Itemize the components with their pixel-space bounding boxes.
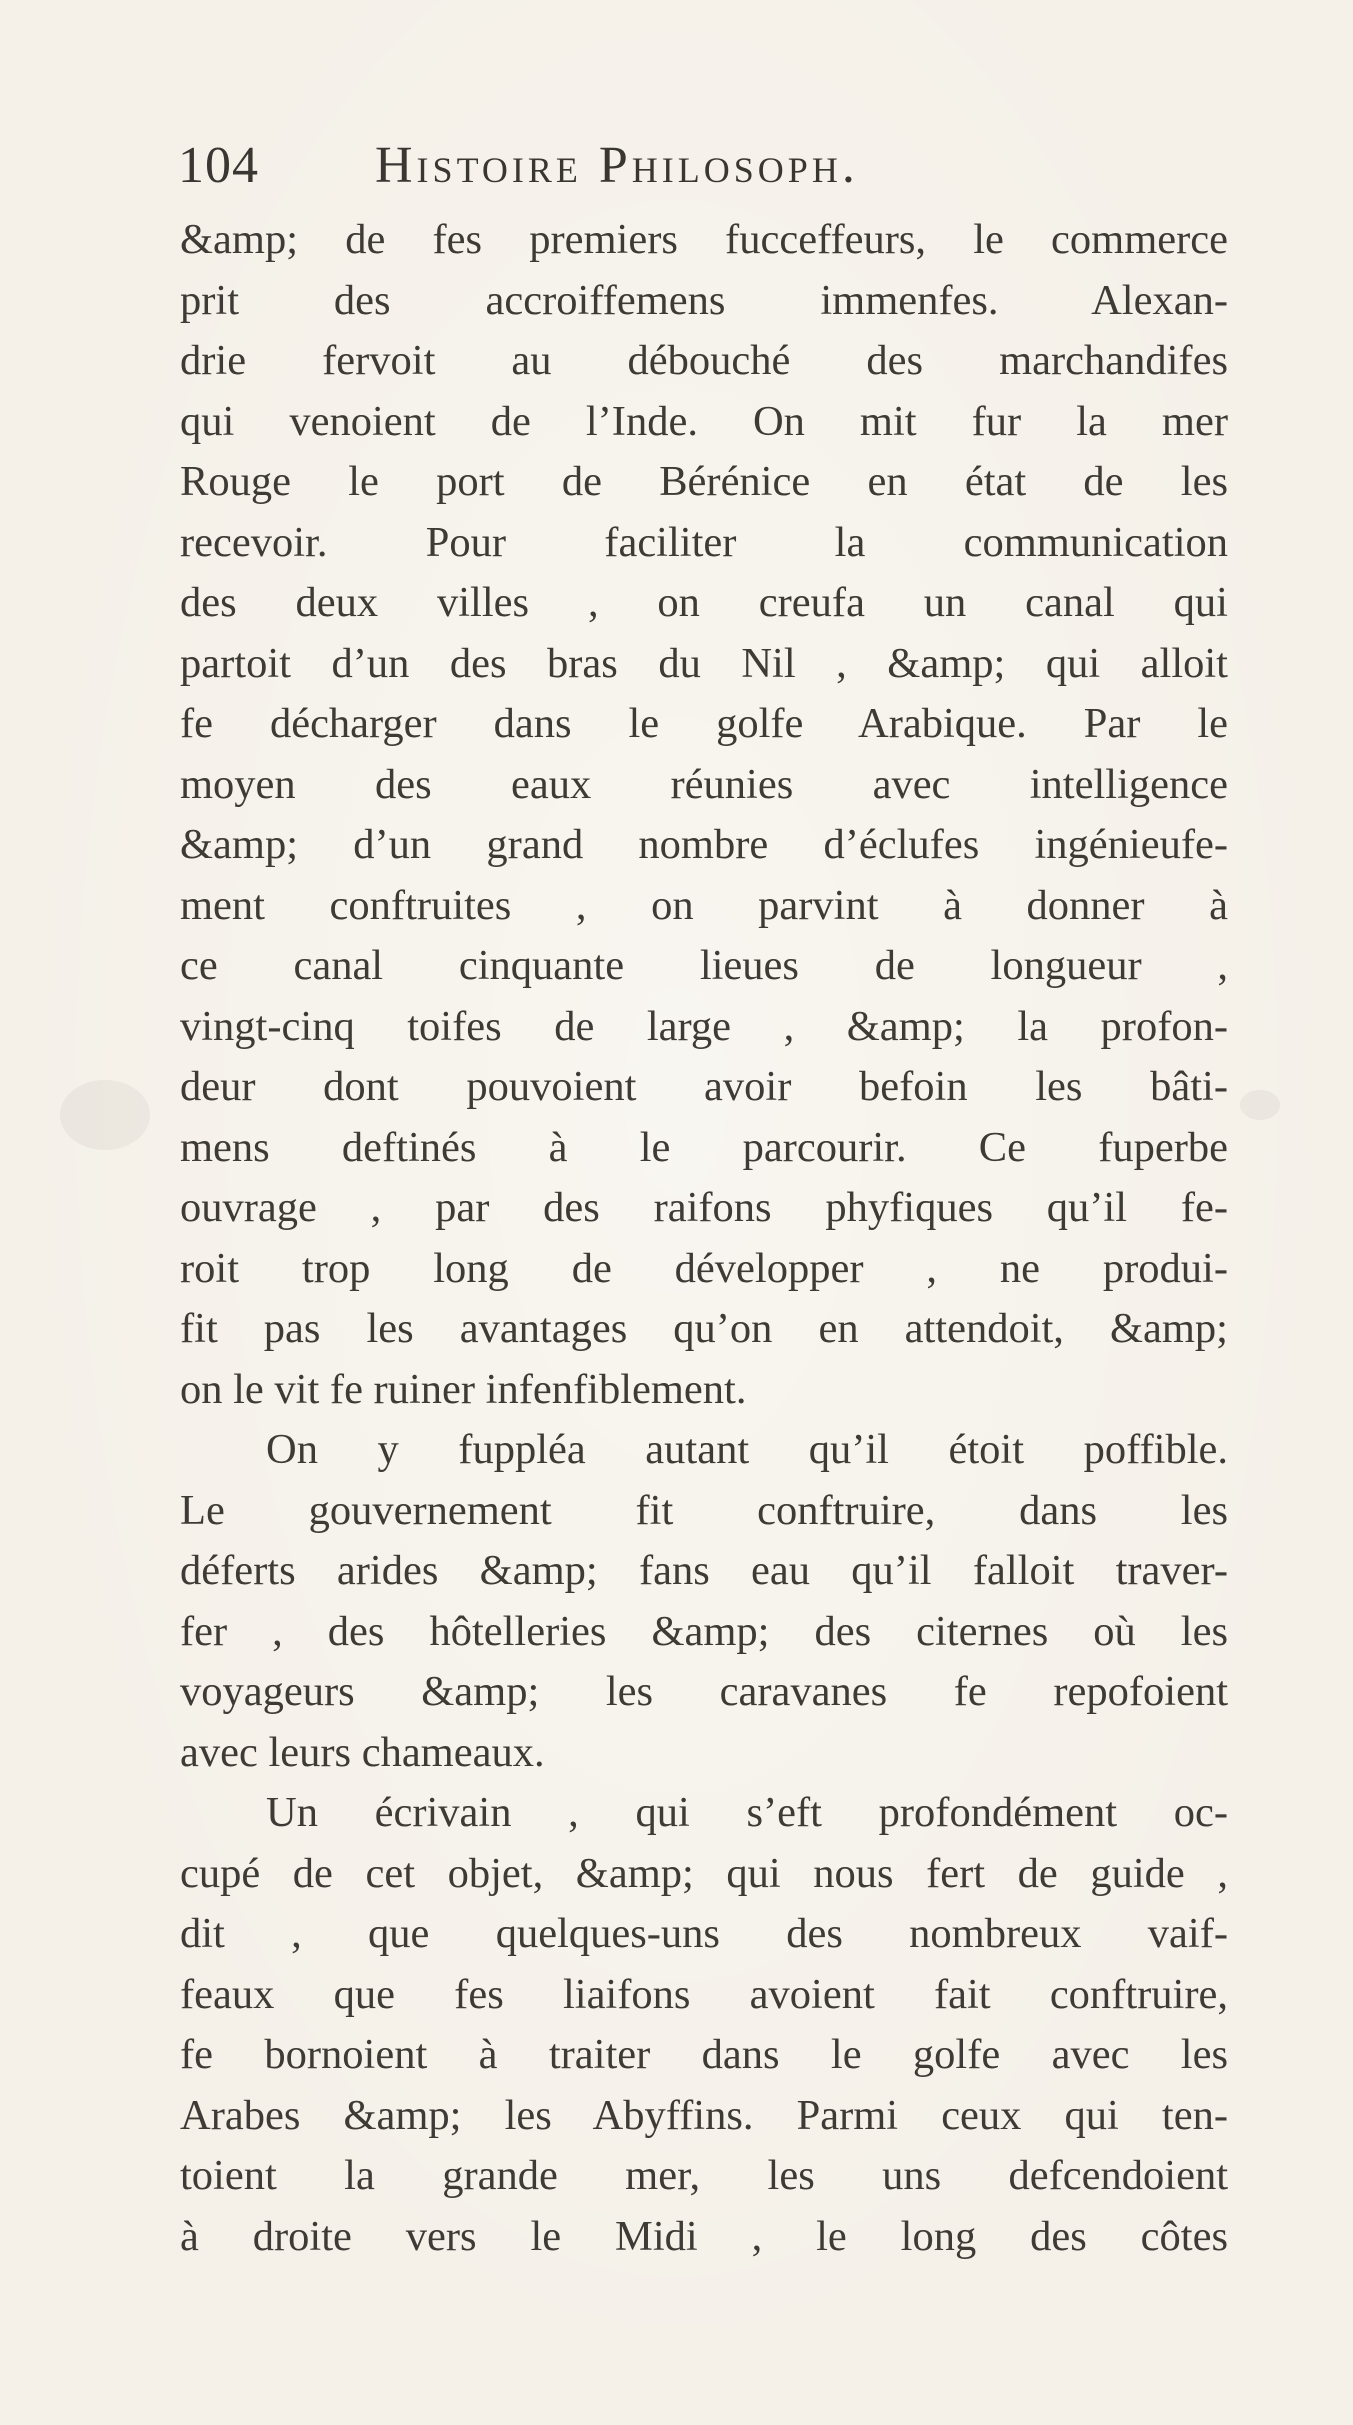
text-line: prit des accroiffemens immenfes. Alexan-	[180, 276, 1228, 324]
text-line: ment conftruites , on parvint à donner à	[180, 881, 1228, 929]
text-line: Le gouvernement fit conftruire, dans les	[180, 1486, 1228, 1534]
text-line: roit trop long de développer , ne produi-	[180, 1244, 1228, 1292]
text-line: des deux villes , on creufa un canal qui	[180, 579, 1228, 626]
text-line: cupé de cet objet, &amp; qui nous fert de guide ,	[180, 1849, 1228, 1897]
text-line: drie fervoit au débouché des marchandifes	[180, 337, 1228, 384]
text-line: fe décharger dans le golfe Arabique. Par le	[180, 700, 1228, 747]
text-line: vingt-cinq toifes de large , &amp; la profon-	[180, 1002, 1228, 1050]
paper-stain	[60, 1080, 150, 1150]
paper-stain	[1240, 1090, 1280, 1120]
text-line: feaux que fes liaifons avoient fait conftruire,	[180, 1970, 1228, 2018]
text-line: ce canal cinquante lieues de longueur ,	[180, 942, 1228, 989]
text-line: moyen des eaux réunies avec intelligence	[180, 760, 1228, 808]
paragraph-first-line: On y fuppléa autant qu’il étoit poffible.	[266, 1426, 1228, 1473]
text-line: fe bornoient à traiter dans le golfe avec les	[180, 2031, 1228, 2078]
text-line: on le vit fe ruiner infenfiblement.	[180, 1365, 747, 1413]
text-line: dit , que quelques-uns des nombreux vaif-	[180, 1910, 1228, 1957]
page-number: 104	[178, 137, 259, 194]
text-line: &amp; de fes premiers fucceffeurs, le commerce	[180, 216, 1228, 263]
text-line: fer , des hôtelleries &amp; des citernes où les	[180, 1607, 1228, 1655]
paragraph-first-line: Un écrivain , qui s’eft profondément oc-	[266, 1789, 1228, 1836]
text-line: recevoir. Pour faciliter la communication	[180, 518, 1228, 566]
text-line: partoit d’un des bras du Nil , &amp; qui alloit	[180, 639, 1228, 687]
text-line: fit pas les avantages qu’on en attendoit, &amp;	[180, 1305, 1228, 1352]
running-title: Histoire Philosoph.	[375, 137, 859, 194]
text-line: deur dont pouvoient avoir befoin les bâti-	[180, 1063, 1228, 1110]
text-line: Arabes &amp; les Abyffins. Parmi ceux qui ten-	[180, 2091, 1228, 2139]
text-line: déferts arides &amp; fans eau qu’il falloit traver-	[180, 1547, 1228, 1594]
text-line: voyageurs &amp; les caravanes fe repofoient	[180, 1668, 1228, 1715]
text-line: avec leurs chameaux.	[180, 1728, 545, 1776]
text-line: qui venoient de l’Inde. On mit fur la mer	[180, 397, 1228, 445]
text-line: ouvrage , par des raifons phyfiques qu’il fe-	[180, 1184, 1228, 1231]
page-header	[178, 128, 1228, 208]
text-line: &amp; d’un grand nombre d’éclufes ingénieufe-	[180, 821, 1228, 868]
body-text	[180, 210, 1228, 2267]
text-line: à droite vers le Midi , le long des côtes	[180, 2212, 1228, 2260]
text-line: mens deftinés à le parcourir. Ce fuperbe	[180, 1123, 1228, 1171]
text-line: Rouge le port de Bérénice en état de les	[180, 458, 1228, 505]
text-line: toient la grande mer, les uns defcendoient	[180, 2152, 1228, 2199]
